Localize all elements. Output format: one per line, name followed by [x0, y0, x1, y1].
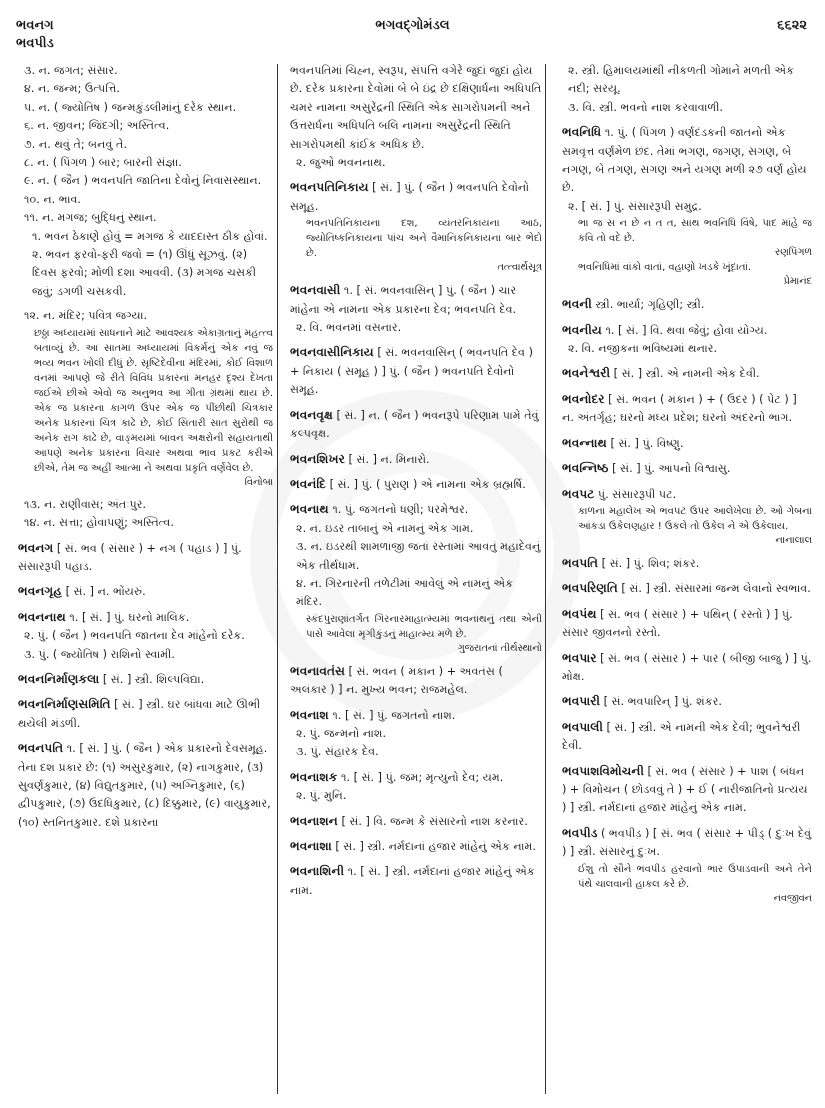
dictionary-entry — [18, 695, 273, 733]
definition: [ સં. ] સ્ત્રી. એ નામની એક દેવી; ભુવનેશ્વરી દેવી. — [562, 720, 801, 753]
dictionary-entry — [562, 605, 812, 643]
definition: ૧. [ સં. ] સ્ત્રી. નર્મદાનાં હજાર માંહેનું એક નામ. — [290, 865, 535, 897]
headword: ભવનાશિની — [290, 864, 345, 879]
definition: ૧. [ સં. ] પું. ( જૈન ) એક પ્રકારનો દેવસમૂહ. તેના દશ પ્રકાર છે: (૧) અસુરકુમાર, (૨) નાગકુમાર, (૩) સુવર્ણકુમાર, (૪) વિદ્યુતકુમાર, (૫) અગ્નિકુમાર, (૬) દ્વીપકુમાર, (૭) ઉદધિકુમાર, (૮) દિક્કુમાર, (૯) વાયુકુમાર, (૧૦) સ્તનિતકુમાર. દશે પ્રકારના — [18, 742, 271, 829]
dictionary-entry — [562, 762, 812, 818]
dictionary-entry — [18, 539, 273, 577]
citation-source: નવજીવન — [773, 892, 812, 904]
headword: ભવનવાસીનિકાય — [290, 345, 374, 360]
dictionary-entry — [290, 662, 542, 700]
definition: [ સં. ] સ્ત્રી. ઘર બાંધવા માટે ઊભી થયેલી મંડળી. — [18, 698, 261, 730]
page-number: ૬૬૨૨ — [777, 18, 807, 33]
column-divider-2 — [545, 64, 546, 1094]
citation-source: વિનોબા — [244, 476, 273, 488]
sense: ૧૨. ન. મંદિર; પવિત્ર જગ્યા. — [24, 309, 147, 323]
sense: ૧૪. ન. સત્તા; હોવાપણું; અસ્તિત્વ. — [24, 516, 174, 530]
sense: ૭. ન. થવું તે; બનવું તે. — [24, 137, 128, 151]
headword: ભવની — [562, 297, 592, 312]
definition: [ સં. ભવનવાસિન્ ( ભવનપતિ દેવ ) + નિકાય ( સમૂહ ) ] પું. ( જૈન ) ભવનપતિ દેવોનો સમૂહ. — [290, 346, 533, 397]
dictionary-entry — [562, 459, 812, 478]
definition: [ સં. ] ન. ( જૈન ) ભવનરૂપે પરિણામ પામે તેવું કલ્પવૃક્ષ. — [290, 408, 539, 441]
headword: ભવપીડ — [562, 825, 598, 840]
headword: ભવપાર — [562, 650, 597, 665]
column-divider-1 — [277, 64, 278, 1094]
sense: ૩. ન. જગત; સંસાર. — [24, 64, 118, 77]
dictionary-entry — [562, 718, 812, 756]
dictionary-entry — [290, 768, 542, 806]
dictionary-entry — [290, 178, 542, 275]
definition: [ સં. ] પું. ( પુરાણ ) એ નામના એક બ્રહ્મર્ષિ. — [329, 477, 526, 491]
sense: ૩. પું. ( જ્યોતિષ ) રાશિનો સ્વામી. — [24, 647, 175, 661]
headword: ભવનીય — [562, 322, 602, 337]
sense: ૨. સ્ત્રી. હિમાલયમાંથી નીકળતી ગોમાને મળતી એક નદી; સરયૂ. — [568, 64, 795, 96]
definition: ૧. પું. ( પિંગળ ) વર્ણદંડકની જાતનો એક સમવૃત્ત વર્ણમેળ છંદ. તેમાં ભગણ, જગણ, સગણ, બે નગણ, બે તગણ, સગણ અને યગણ મળી ૨૭ વર્ણ હોય છે. — [562, 126, 807, 195]
definition: ૧. [ સં. ભવનવાસિન્ ] પું. ( જૈન ) ચાર માંહેના એ નામના એક પ્રકારના દેવ; ભવનપતિ દેવ. — [290, 284, 517, 316]
headword: ભવનેશ્વરી — [562, 366, 611, 381]
headword: ભવનપતિ — [18, 741, 64, 756]
definition: પું. સંસારરૂપી પટ. — [597, 487, 677, 501]
sense: ૧૧. ન. મગજ; બુદ્ધિનું સ્થાન. — [24, 211, 157, 225]
sense: ૨. જુઓ ભવનનાથ. — [296, 156, 386, 170]
headword: ભવપરિણતિ — [562, 581, 618, 596]
dictionary-entry — [18, 496, 273, 533]
headword: ભવનિધિ — [562, 125, 602, 140]
dictionary-entry — [18, 608, 273, 664]
definition: [ સં. ] પું. આપનો વિશ્વાસુ. — [612, 462, 731, 476]
definition: [ સં. ] સ્ત્રી. સંસારમાં જન્મ લેવાનો સ્વભાવ. — [621, 582, 811, 596]
definition: [ સં. ] સ્ત્રી. શિલ્પવિદ્યા. — [102, 672, 205, 686]
definition: [ સં. ] પું. વિષ્ણુ. — [610, 436, 684, 450]
dictionary-entry — [290, 706, 542, 762]
headword: ભવપાલી — [562, 719, 603, 734]
dictionary-entry — [562, 579, 812, 598]
dictionary-entry — [562, 485, 812, 548]
definition: [ સં. ] વિ. જન્મ કે સંસારનો નાશ કરનાર. — [341, 814, 528, 828]
idiom: ૧. ભવન ઠેકાણે હોવું = મગજ કે યાદદાસ્ત ઠીક હોવાં. — [32, 229, 268, 243]
definition: ૧. [ સં. ] પું. જગતનો નાશ. — [332, 708, 456, 722]
dictionary-entry — [290, 475, 542, 494]
dictionary-entry — [18, 307, 273, 489]
sense: ૩. પું. સંહારક દેવ. — [296, 745, 379, 759]
citation-quote: સ્કંદપુરાણાંતર્ગત ગિરનારમાહાત્મ્યમાં ભવનાથનું તથા એની પાસે આવેલા મૃગીકુંડનું માહાત્મ્ય મળે છે. — [306, 613, 542, 640]
dictionary-entry — [290, 500, 542, 655]
citation-quote: ભવનિધિમાં વાંકો વાતાં, વહાણો ખડકે ખૂંદાતાં. — [578, 262, 752, 274]
dictionary-entry — [562, 434, 812, 453]
dictionary-entry — [290, 343, 542, 399]
headword: ભવનંદિ — [290, 476, 326, 491]
definition: [ સં. ] પું. શિવ; શંકર. — [601, 556, 700, 570]
headword: ભવનાથ — [290, 502, 329, 517]
sense: ૨. [ સં. ] પું. સંસારરૂપી સમુદ્ર. — [568, 199, 702, 213]
headword: ભવનગ — [18, 540, 54, 555]
headword: ભવન્નાથ — [562, 435, 607, 450]
definition: [ સં. ] ન. ભોંયરું. — [65, 585, 146, 599]
definition: ૧. [ સં. ] વિ. થવા જેવું; હોવા યોગ્ય. — [605, 323, 768, 337]
dictionary-entry — [562, 824, 812, 906]
citation-quote: ભવનપતિનિકાયના દશ, વ્યંતરનિકાયના આઠ, જ્યોતિષ્કનિકાયના પાંચ અને વૈમાનિકનિકાયના બાર ભેદો છે. — [306, 218, 542, 260]
headword: ભવનવાસી — [290, 283, 341, 298]
sense: ૬. ન. જીવન; જિંદગી; અસ્તિત્વ. — [24, 119, 170, 133]
citation-source: રણપિંગળ — [775, 247, 812, 259]
dictionary-entry — [18, 670, 273, 689]
sense: ૨. વિ. ભવનમાં વસનાર. — [296, 321, 402, 335]
guide-word-first: ભવનગ — [16, 18, 54, 33]
dictionary-entry — [290, 62, 542, 172]
dictionary-entry — [290, 281, 542, 337]
sense: ૨. પું. ( જૈન ) ભવનપતિ જાતના દેવ માંહેનો દરેક. — [24, 629, 245, 643]
headword: ભવનાશા — [290, 839, 332, 853]
definition: સ્ત્રી. ભાર્યા; ગૃહિણી; સ્ત્રી. — [595, 298, 705, 312]
dictionary-entry — [290, 450, 542, 469]
definition: [ સં. ] ન. મિનારો. — [348, 452, 430, 466]
sense: ૨. વિ. નજીકના ભવિષ્યમાં થનાર. — [568, 342, 718, 356]
guide-word-last: ભવપીડ — [16, 36, 54, 51]
definition: ૧. [ સં. ] પું. જમ; મૃત્યુનો દેવ; યમ. — [340, 770, 504, 784]
dictionary-entry — [562, 62, 812, 117]
sense: ૧૦. ન. ભાવ. — [24, 192, 81, 206]
dictionary-entry — [562, 295, 812, 314]
definition: ભવનપતિમાં ચિહ્ન, સ્વરૂપ, સંપત્તિ વગેરે જુદાં જુદાં હોય છે. દરેક પ્રકારના દેવોમાં બે બે ઇંદ્ર છે દક્ષિણાર્ધના અધિપતિ ચમર નામના અસુરેંદ્રની સ્થિતિ એક સાગરોપમની અને ઉત્તરાર્ધના અધિપતિ બલિ નામના અસુરેંદ્રની સ્થિતિ સાગરોપમથી કાંઈક અધિક છે. — [290, 64, 542, 151]
dictionary-entry — [18, 582, 273, 601]
headword: ભવનાશ — [290, 707, 329, 722]
headword: ભવનશિખર — [290, 451, 345, 466]
headword: ભવનોદર — [562, 391, 605, 406]
definition: ૧. પું. જગતનો ધણી; પરમેશ્વર. — [332, 503, 469, 517]
headword: ભવનનિર્માણકલા — [18, 671, 100, 686]
dictionary-title: ભગવદ્ગોમંડલ — [375, 18, 450, 33]
definition: [ સં. ] પું. ( જૈન ) ભવનપતિ દેવોનો સમૂહ. — [290, 181, 530, 213]
headword: ભવનાશક — [290, 769, 338, 784]
dictionary-entry — [562, 364, 812, 383]
dictionary-entry — [18, 739, 273, 832]
sense: ૨. ન. ઇડર તાબાનું એ નામનું એક ગામ. — [296, 521, 474, 535]
column-1 — [18, 62, 273, 838]
definition: [ સં. ભવ ( સંસાર ) + પથિન્ ( રસ્તો ) ] પું. સંસાર જીવનનો રસ્તો. — [562, 607, 793, 640]
column-2 — [290, 62, 542, 906]
definition: [ સં. ભવ ( સંસાર ) + નગ ( પહાડ ) ] પું. સંસારરૂપી પહાડ. — [18, 541, 242, 573]
headword: ભવનનાથ — [18, 609, 66, 624]
sense: ૪. ન. ગિરનારની તળેટીમાં આવેલું એ નામનું એક મંદિર. — [296, 576, 514, 609]
dictionary-entry — [290, 862, 542, 900]
dictionary-entry — [562, 692, 812, 711]
dictionary-entry — [562, 123, 812, 289]
dictionary-entry — [562, 554, 812, 573]
sense: ૫. ન. ( જ્યોતિષ ) જન્મકુંડલીમાંનું દરેક સ્થાન. — [24, 100, 237, 114]
citation-quote: ભા જ સ ન છે ન ત ત, સાથ ભવનિધિ વિષે, પાદ માંહે જ કવિ તો વદે છે. — [578, 218, 812, 245]
headword: ભવપારી — [562, 694, 601, 709]
definition: [ સં. ભવપારિન્ ] પું. શંકર. — [603, 695, 722, 709]
headword: ભવનાવતંસ — [290, 663, 345, 678]
definition: [ સં. ભવ ( સંસાર ) + પાશ ( બંધન ) + વિમોચન ( છોડવવું તે ) + ઈ ( નારીજાતિનો પ્રત્યય ) ] સ્ત્રી. નર્મદાનાં હજાર માંહેનું એક નામ. — [562, 764, 808, 815]
idiom: ૨. ભવન ફરવો-ફરી જવો = (૧) ઊંધું સૂઝવું. (૨) દિવસ ફરવો; મોળી દશા આવવી. (૩) મગજ ચસકી જવું; ડગળી ચસકવી. — [32, 248, 257, 298]
dictionary-entry — [290, 837, 542, 856]
citation-source: તત્ત્વાર્થસૂત્ર — [497, 262, 542, 274]
definition: [ સં. ભવ ( સંસાર ) + પાર ( બીજી બાજુ ) ] પું. મોક્ષ. — [562, 651, 812, 683]
sense: ૪. ન. જન્મ; ઉત્પત્તિ. — [24, 82, 120, 96]
headword: ભવનનિર્માણસમિતિ — [18, 697, 111, 712]
citation-quote: છઠ્ઠા અધ્યાયમાં સાધનાને માટે આવશ્યક એકાગ્રતાનું મહત્ત્વ બતાવ્યું છે. આ સાતમા અધ્યાયમાં વિકર્મનું એક નવું જ ભવ્ય ભવન ખોલી દીધું છે. સૃષ્ટિદેવીના મંદિરમાં, કોઈ વિશાળ વનમાં આપણે જે રીતે વિવિધ પ્રકારનાં મનહર દૃશ્ય દેખતા જઈએ છીએ એવો જ અનુભવ આ ગીતા ગ્રંથમાં થાય છે. એક જ પ્રકારના કાગળ ઉપર એક જ પીંછીથી ચિત્રકાર અનેક પ્રકારનાં ચિત્ર કાઢે છે, કોઈ સિતારી સાત સુરોથી જ અનેક રાગ કાઢે છે, વાઙ્મયમાં બાવન અક્ષરોની સહાયતાથી આપણે અનેક પ્રકારના વિચાર અથવા ભાવ પ્રકટ કરીએ છીએ, તેમ જ અહીં આત્મા ને અથવા પ્રકૃતિ વર્ણવેલ છે. — [34, 327, 273, 474]
headword: ભવન્નિષ્ઠ — [562, 461, 609, 476]
citation-source: પ્રેમાનંદ — [783, 276, 812, 288]
headword: ભવપટ — [562, 486, 595, 501]
dictionary-entry — [18, 62, 273, 301]
sense: ૯. ન. ( જૈન ) ભવનપતિ જાતિના દેવોનું નિવાસસ્થાન. — [24, 174, 262, 188]
citation-quote: કાળના મહાલેખ એ ભવપટ ઉપર આલેખેલા છે. ઓ ગેબના આંકડા ઉકેલણહાર ! ઉકલે તો ઉકેલ ને એ ઉકેલાય. — [578, 505, 812, 532]
sense: ૨. પું. જન્મનો નાશ. — [296, 726, 387, 740]
definition: [ સં. ભવન ( મકાન ) + અવતંસ ( અલંકાર ) ] ન. મુખ્ય ભવન; રાજમહેલ. — [290, 664, 503, 697]
definition: [ સં. ] સ્ત્રી. નર્મદાનાં હજાર માંહેનું એક નામ. — [335, 840, 536, 853]
dictionary-entry — [290, 406, 542, 444]
headword: ભવનગૃહ — [18, 584, 62, 599]
citation-source: નાનાલાલ — [775, 534, 812, 546]
sense: ૧૩. ન. રાણીવાસ; અંતઃપુર. — [24, 497, 147, 511]
definition: [ સં. ભવન ( મકાન ) + ( ઉદર ) ( પેટ ) ] ન. અંતર્ગૃહ; ઘરનો મધ્ય પ્રદેશ; ઘરનો અંદરનો ભાગ. — [562, 392, 797, 425]
dictionary-entry — [562, 649, 812, 687]
definition: [ સં. ] સ્ત્રી. એ નામની એક દેવી. — [613, 367, 760, 381]
dictionary-entry — [290, 812, 542, 831]
citation-source: ગુજરાતનાં તીર્થસ્થાનો — [457, 642, 542, 654]
dictionary-entry — [562, 390, 812, 428]
column-3 — [562, 62, 812, 912]
sense: ૩. ન. ઇડરથી શામળાજી જતાં રસ્તામાં આવતું મહાદેવનું એક તીર્થધામ. — [296, 540, 541, 572]
page-header — [0, 0, 825, 58]
sense: ૮. ન. ( પિંગળ ) બાર; બારની સંજ્ઞા. — [24, 156, 182, 170]
headword: ભવનપતિનિકાય — [290, 180, 369, 195]
dictionary-entry — [562, 321, 812, 359]
headword: ભવપાશવિમોચની — [562, 763, 644, 778]
headword: ભવનાશન — [290, 813, 338, 828]
headword: ભવનવૃક્ષ — [290, 407, 333, 422]
definition: ( ભવપીડ઼ ) [ સં. ભવ ( સંસાર + પીડ઼્ ( દુઃખ દેવું ) ] સ્ત્રી. સંસારનું દુઃખ. — [562, 826, 812, 859]
sense: ૨. પું. મુનિ. — [296, 789, 347, 803]
headword: ભવપંથ — [562, 606, 597, 621]
sense: ૩. વિ. સ્ત્રી. ભવનો નાશ કરવાવાળી. — [568, 100, 723, 114]
citation-quote: ઈશુ તો સૌને ભવપીડ હરવાનો ભાર ઉપાડવાની અને તેને પંથે ચાલવાની હાકલ કરે છે. — [578, 863, 812, 890]
definition: ૧. [ સં. ] પું. ઘરનો માલિક. — [69, 610, 190, 624]
headword: ભવપતિ — [562, 555, 599, 570]
